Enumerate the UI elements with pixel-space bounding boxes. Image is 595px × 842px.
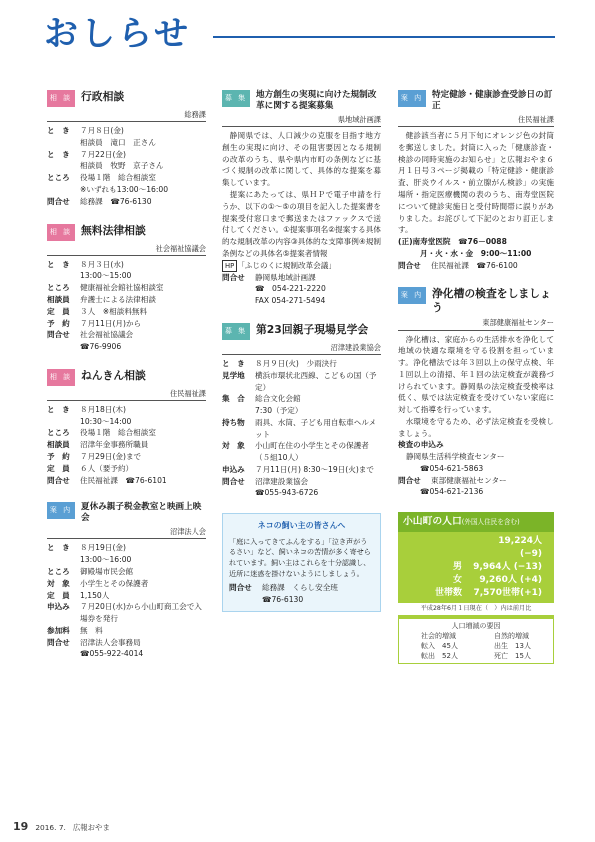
info-row: と き ８月３日(水) xyxy=(47,259,124,269)
info-row: 定 員 ６人（要予約） xyxy=(47,463,134,473)
info-row: ところ 御殿場市民会館 xyxy=(47,567,134,576)
info-row: 申込み ７月11日(月) 8:30～19日(火)まで xyxy=(222,464,374,474)
section-title: 地方創生の実現に向けた規制改革に関する提案募集 xyxy=(256,90,377,111)
category-badge: 募 集 xyxy=(222,90,250,107)
corrected-hours: 月・火・水・金 9:00～11:00 xyxy=(420,248,532,258)
info-row: 定 員 1,150人 xyxy=(47,590,110,600)
paragraph: 健診該当者に５月下旬にオレンジ色の封筒を郵送しました。封筒に入った「健康診査・検診の同時実施のお知らせ」と広報おやま６月１日号３ページ掲載の「特定健診・健康診査、肝炎ウイルス・前立腺がん検診」の実施場所・指定医療機関の表のうち、南寿堂医院について健診実施日と受付時間帯に誤りがありました。お詫びして下記のとおり訂正します。 xyxy=(398,131,554,235)
social-change: 社会的増減 転入 45人 転出 52人 xyxy=(421,631,458,660)
info-row: 相談員 牧野 京子さん xyxy=(80,161,164,171)
info-row: 相談員 沼津年金事務所職員 xyxy=(47,440,149,450)
info-row: 7:30（予定） xyxy=(255,406,303,416)
column-right xyxy=(398,88,554,664)
organization: 沼津建設業協会 xyxy=(222,342,381,355)
info-row: 問合せ 東部健康福祉センター xyxy=(398,475,507,485)
section-septic-tank xyxy=(398,285,554,498)
info-row: 13:00～15:00 xyxy=(80,271,132,281)
population-change xyxy=(398,618,554,664)
population-box xyxy=(398,512,554,664)
organization: 住民福祉課 xyxy=(47,388,206,401)
organization: 県地域計画課 xyxy=(222,114,381,127)
organization: 東部健康福祉センター xyxy=(398,317,554,330)
section-title: 特定健診・健康診査受診日の訂正 xyxy=(432,90,553,111)
info-row: 予 約 ７月11日(月)から xyxy=(47,318,142,328)
organization: 沼津法人会 xyxy=(47,526,206,539)
category-badge: 相 談 xyxy=(47,90,75,107)
paragraph: 浄化槽は、家庭からの生活排水を浄化して地域の快適な環境を守る役割を担っています。浄化槽法では年３回以上の保守点検、年１回以上の清掃、年１回の法定検査が義務づけられています。静岡県の法定検査受検率は低く、県では法定検査を受けていない家庭に対して指導を行っています。 xyxy=(398,334,554,415)
info-row: 問合せ 住民福祉課 ☎76-6100 xyxy=(398,260,518,270)
info-row: と き ７月８日(金) xyxy=(47,126,124,136)
info-row: 定 員 ３人 ※相談料無料 xyxy=(47,306,148,316)
apply-tel: ☎054-621-5863 xyxy=(420,463,484,473)
info-row: と き ８月９日(火) 少雨決行 xyxy=(222,359,337,369)
info-row: 問合せ 沼津法人会事務局 xyxy=(47,637,141,647)
section-title: 浄化槽の検査をしましょう xyxy=(432,287,551,315)
info-row: 見学地 横浜市環状北西線、こどもの国（予定） xyxy=(222,370,377,392)
info-row: 集 合 総合文化会館 xyxy=(222,394,301,404)
page-title: おしらせ xyxy=(44,14,191,54)
info-row: 相談員 弁護士による法律相談 xyxy=(47,294,156,304)
organization: 社会福祉協議会 xyxy=(47,243,206,256)
organization: 総務課 xyxy=(47,109,206,122)
paragraph: 水環境を守るため、必ず法定検査を受検しましょう。 xyxy=(398,416,554,438)
title-rule xyxy=(213,36,555,38)
reference-name: 「ふじのくに規制改革会議」 xyxy=(237,260,336,270)
info-row: と き ７月22日(金) xyxy=(47,149,126,159)
info-row: と き ８月18日(木) xyxy=(47,404,126,414)
population-title: 小山町の人口(外国人住民を含む) xyxy=(398,512,554,532)
info-row: ☎76-6130 xyxy=(262,594,304,604)
section-health-checkup-correction xyxy=(398,88,554,271)
population-note: 平成28年6月１日現在（ ）内は前月比 xyxy=(398,603,554,615)
section-tax-class xyxy=(47,500,206,660)
info-row: 10:30～14:00 xyxy=(80,416,132,426)
cat-notice-body: 「庭に入ってきてふんをする」「泣き声がうるさい」など、飼いネコの苦情が多く寄せられています。飼い主はこれらを十分認識し、近所に迷惑を掛けないようにしましょう。 xyxy=(229,536,371,578)
section-title: 行政相談 xyxy=(81,90,125,103)
info-row: 申込み ７月20日(水)から小山町商工会で入場券を発行 xyxy=(47,602,202,624)
publication-name: 広報おやま xyxy=(72,823,110,832)
info-row: ☎055-922-4014 xyxy=(80,649,144,659)
population-male: 男 9,964人 (−13) xyxy=(452,562,542,573)
info-row: ☎055-943-6726 xyxy=(255,488,319,498)
section-title: 第23回親子現場見学会 xyxy=(256,322,369,336)
apply-label: 検査の申込み xyxy=(398,440,444,450)
info-row: FAX 054-271-5494 xyxy=(255,296,326,306)
section-legal-consultation xyxy=(47,222,206,353)
apply-org: 静岡県生活科学検査センター xyxy=(406,452,505,462)
info-row: ☎76-9906 xyxy=(80,342,122,352)
paragraph: 静岡県では、人口減少の克服を目指す地方創生の実現に向け、その阻害要因となる規制の改革のうち、県や県内市町の条例などに基づく規制の改革に関して、具体的な提案を募集しています。 xyxy=(222,131,381,188)
section-pension-consultation xyxy=(47,367,206,487)
info-row: 問合せ 沼津建設業協会 xyxy=(222,476,309,486)
info-row: ☎ 054-221-2220 xyxy=(255,284,326,294)
info-row: 問合せ 静岡県地域計画課 xyxy=(222,272,316,282)
info-row: 13:00～16:00 xyxy=(80,555,132,565)
corrected-clinic: (正)南寿堂医院 ☎76－0088 xyxy=(398,237,507,247)
info-row: と き ８月19日(金) xyxy=(47,543,126,553)
info-row: 問合せ 住民福祉課 ☎76-6101 xyxy=(47,475,167,485)
cat-notice-title: ネコの飼い主の皆さんへ xyxy=(257,521,346,531)
category-badge: 案 内 xyxy=(398,287,426,304)
category-badge: 相 談 xyxy=(47,369,75,386)
info-row: 相談員 滝口 正さん xyxy=(80,137,156,147)
reference-line xyxy=(222,260,381,272)
info-row: ところ 役場１階 総合相談室 xyxy=(47,428,156,438)
section-title: ねんきん相談 xyxy=(81,368,146,382)
population-total: 19,224人 (−9) xyxy=(498,536,552,560)
info-row: 問合せ 社会福祉協議会 xyxy=(47,330,134,340)
category-badge: 案 内 xyxy=(47,502,75,519)
population-subtitle: (外国人住民を含む) xyxy=(461,518,520,527)
info-row: 問合せ 総務課 ☎76-6130 xyxy=(47,196,152,206)
page-footer xyxy=(13,818,110,835)
info-row: 対 象 小学生とその保護者 xyxy=(47,578,149,588)
column-middle xyxy=(222,88,381,612)
issue-date: 2016. 7. xyxy=(35,823,66,832)
category-badge: 募 集 xyxy=(222,323,250,340)
ask-tel: ☎054-621-2136 xyxy=(420,487,484,497)
natural-change: 自然的増減 出生 13人 死亡 15人 xyxy=(494,631,531,660)
section-gyosei-soudan xyxy=(47,88,206,208)
info-row: ところ 役場１階 総合相談室 xyxy=(47,173,156,183)
cat-notice-box xyxy=(222,513,381,611)
info-row: ところ 健康福祉会館社協相談室 xyxy=(47,283,164,293)
info-row: ※いずれも13:00～16:00 xyxy=(80,184,169,194)
population-female: 女 9,260人 (+4) xyxy=(452,575,542,586)
info-row: 参加料 無 料 xyxy=(47,625,103,635)
organization: 住民福祉課 xyxy=(398,114,554,127)
paragraph: 提案にあたっては、県ＨＰで電子申請を行うか、以下の①～⑤の項目を記入した提案書を提案受付窓口まで郵送またはファックスで送付してください。①提案事項名②提案する具体的な規制改革の内容③具体的な支障事例④規制条例などの具体名⑤提案者情報 xyxy=(222,189,381,258)
section-regulation-reform xyxy=(222,88,381,307)
category-badge: 相 談 xyxy=(47,224,75,241)
population-change-title: 人口増減の要因 xyxy=(451,621,501,630)
hp-label: HP xyxy=(222,260,237,272)
section-site-tour xyxy=(222,321,381,499)
column-left xyxy=(47,88,206,674)
section-title: 無料法律相談 xyxy=(81,223,146,237)
info-row: 問合せ 総務課 くらし安全班 xyxy=(229,583,338,593)
page-number: 19 xyxy=(13,820,29,833)
info-row: 持ち物 雨具、水筒、子ども用自転車ヘルメット xyxy=(222,417,377,439)
category-badge: 案 内 xyxy=(398,90,426,107)
population-households: 世帯数 7,570世帯(+1) xyxy=(434,588,542,599)
section-title: 夏休み親子税金教室と映画上映会 xyxy=(81,502,202,524)
info-row: 予 約 ７月29日(金)まで xyxy=(47,452,142,462)
info-row: 対 象 小山町在住の小学生とその保護者（５組10人） xyxy=(222,441,369,463)
